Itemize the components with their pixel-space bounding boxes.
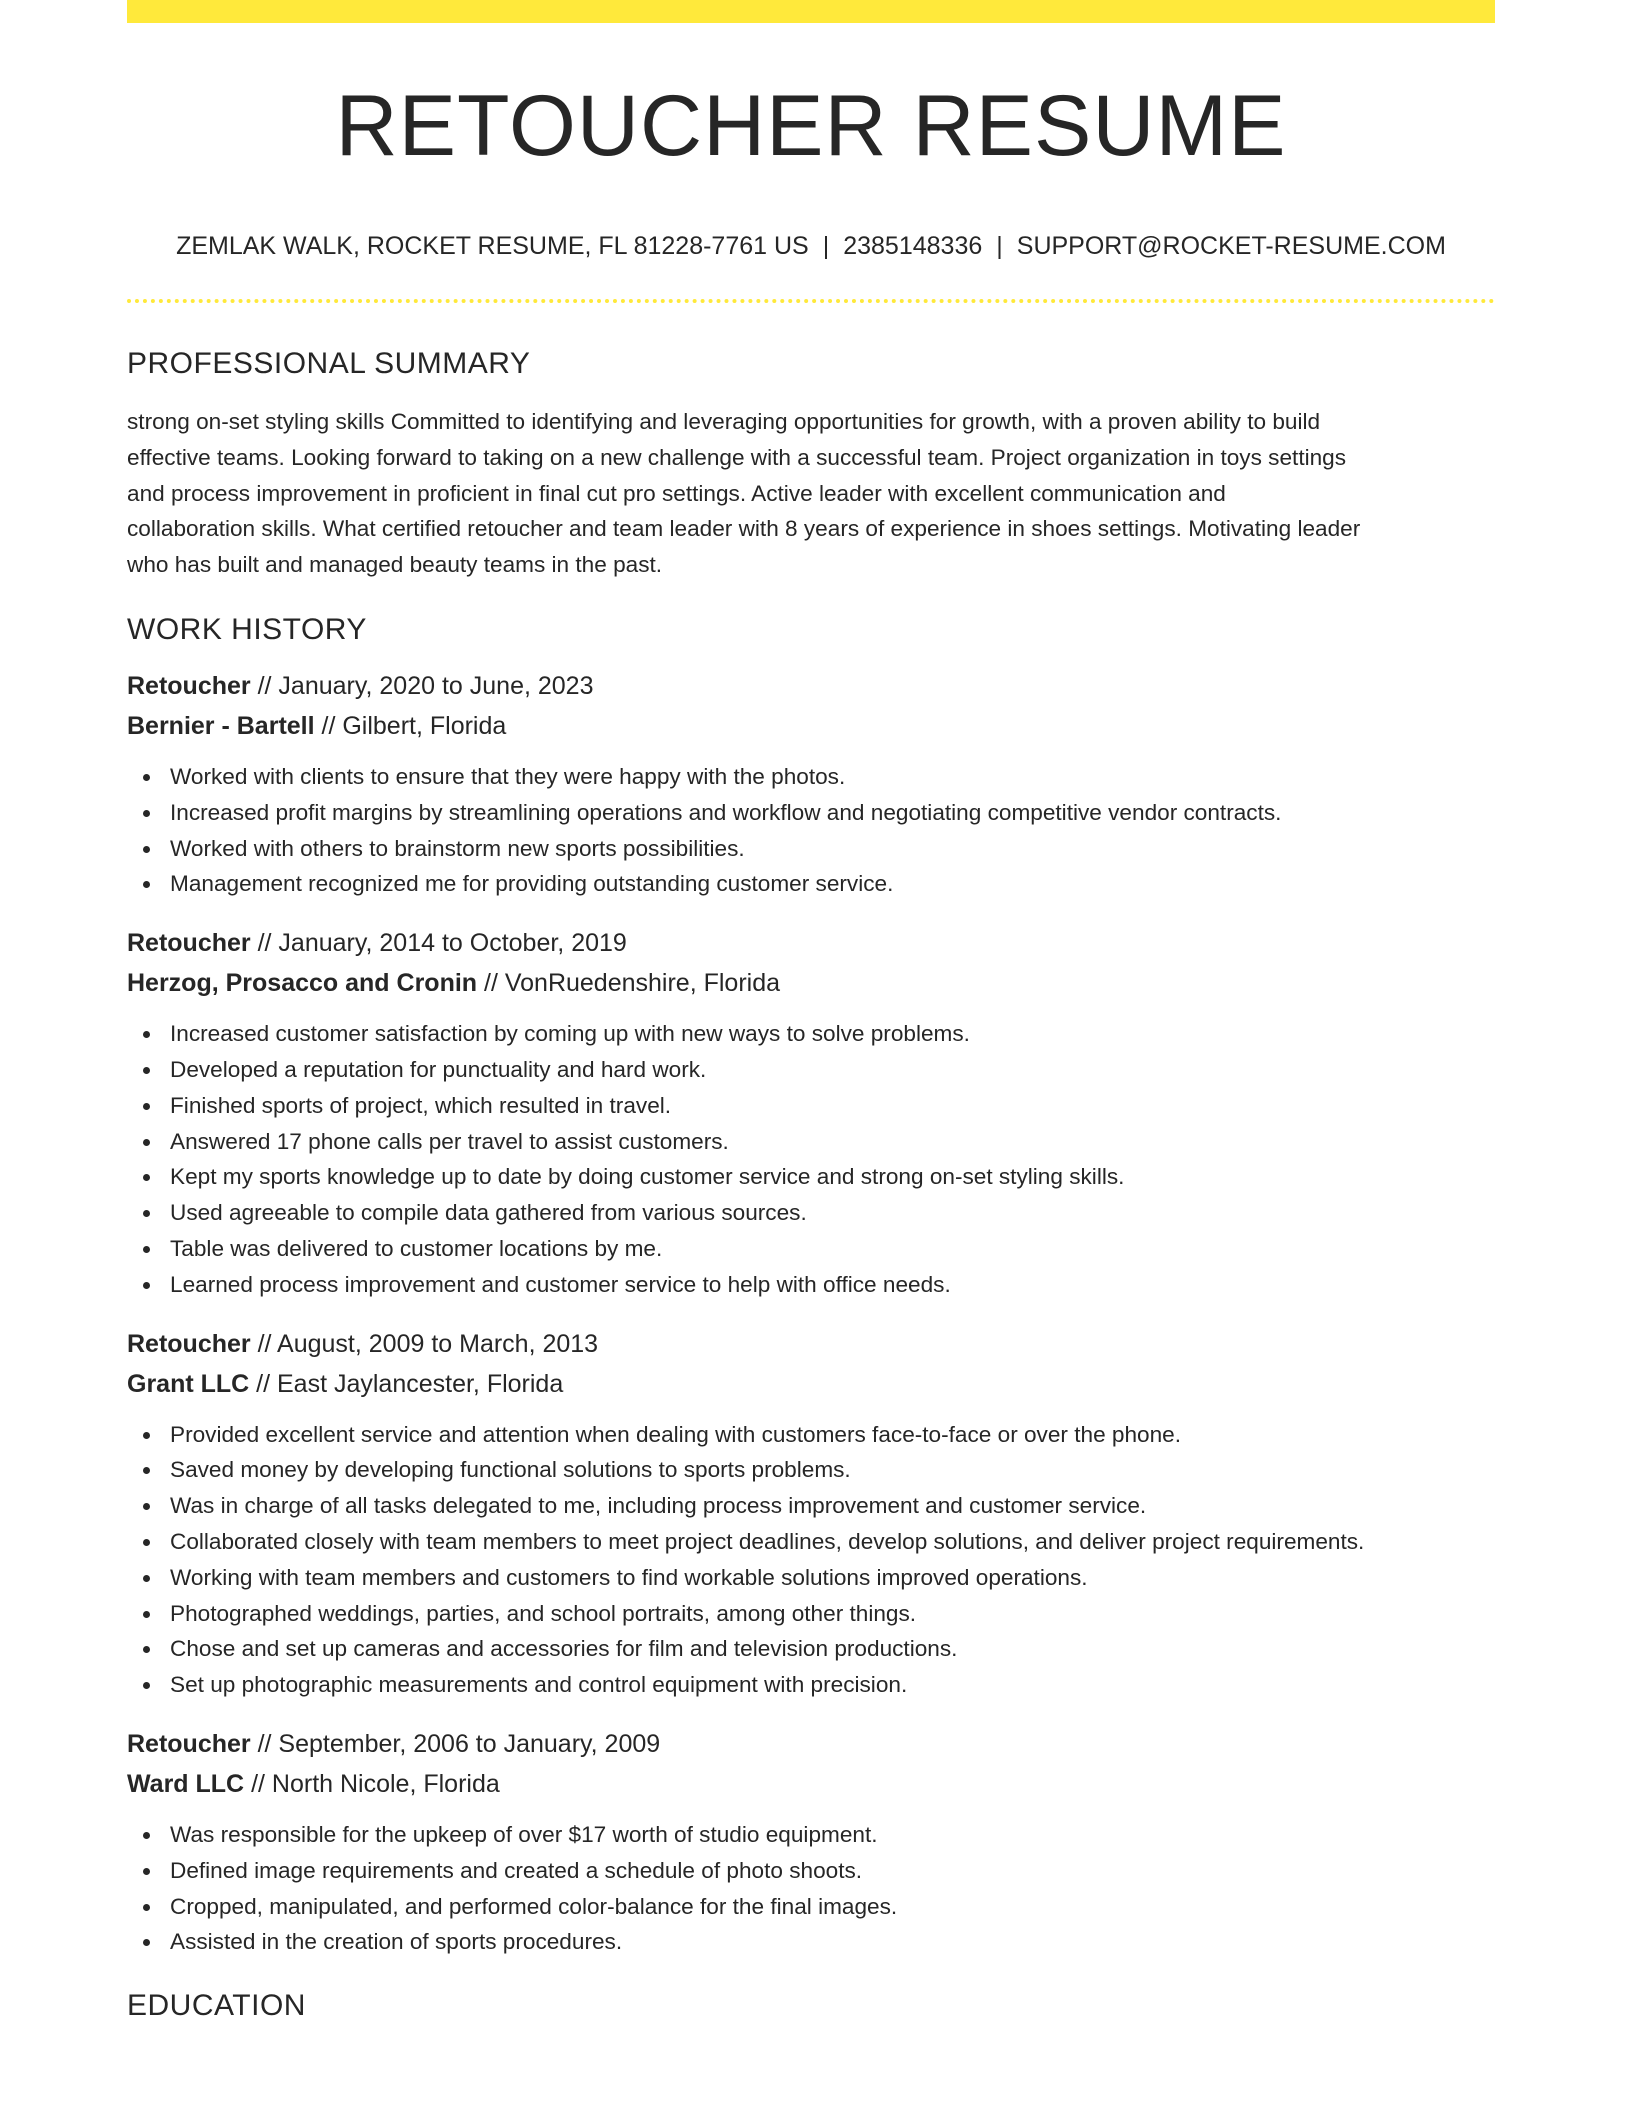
job-bullet: Defined image requirements and created a schedule of photo shoots. — [170, 1853, 1495, 1889]
summary-line: who has built and managed beauty teams in the past. — [127, 552, 663, 578]
contact-line — [127, 231, 1495, 261]
job-company-line — [127, 1369, 1495, 1399]
summary-line: effective teams. Looking forward to taking on a new challenge with a successful team. Project organization in toys settings — [127, 444, 1347, 470]
education-heading: EDUCATION — [127, 1989, 306, 2023]
job-bullet-list — [127, 1417, 1495, 1703]
job-entry — [127, 671, 1495, 902]
job-company-line — [127, 968, 1495, 998]
job-bullet-list — [127, 1817, 1495, 1960]
job-bullet: Set up photographic measurements and control equipment with precision. — [170, 1667, 1495, 1703]
job-company-line — [127, 711, 1495, 741]
job-location: // Gilbert, Florida — [314, 711, 507, 740]
job-dates: // January, 2014 to October, 2019 — [250, 929, 627, 958]
contact-separator: | — [822, 232, 830, 260]
job-bullet: Increased profit margins by streamlining operations and workflow and negotiating competitive vendor contracts. — [170, 795, 1495, 831]
resume-title: RETOUCHER RESUME — [335, 78, 1287, 174]
job-title: Retoucher — [127, 671, 251, 700]
job-bullet: Working with team members and customers to find workable solutions improved operations. — [170, 1560, 1495, 1596]
summary-text — [127, 404, 1495, 583]
job-bullet: Management recognized me for providing outstanding customer service. — [170, 866, 1495, 902]
job-title-line — [127, 1329, 1495, 1359]
job-location: // VonRuedenshire, Florida — [477, 969, 781, 998]
job-entry — [127, 1729, 1495, 1960]
job-bullet: Was responsible for the upkeep of over $17 worth of studio equipment. — [170, 1817, 1495, 1853]
contact-email: SUPPORT@ROCKET-RESUME.COM — [1016, 232, 1446, 260]
work-history-heading: WORK HISTORY — [127, 612, 367, 646]
job-bullet-list — [127, 759, 1495, 902]
resume-page — [127, 0, 1495, 2024]
job-bullet: Answered 17 phone calls per travel to assist customers. — [170, 1124, 1495, 1160]
job-entry — [127, 928, 1495, 1302]
job-bullet: Table was delivered to customer locations by me. — [170, 1231, 1495, 1267]
job-title-line — [127, 1729, 1495, 1759]
contact-separator: | — [996, 232, 1003, 260]
job-location: // East Jaylancester, Florida — [249, 1369, 564, 1398]
job-bullet: Assisted in the creation of sports procedures. — [170, 1924, 1495, 1960]
job-title: Retoucher — [127, 1729, 251, 1758]
job-bullet: Increased customer satisfaction by coming up with new ways to solve problems. — [170, 1016, 1495, 1052]
job-bullet: Developed a reputation for punctuality and hard work. — [170, 1052, 1495, 1088]
job-entry — [127, 1329, 1495, 1703]
job-bullet: Saved money by developing functional solutions to sports problems. — [170, 1452, 1495, 1488]
job-title: Retoucher — [127, 1329, 251, 1358]
contact-phone: 2385148336 — [843, 232, 983, 260]
job-company: Bernier - Bartell — [127, 711, 315, 740]
job-bullet-list — [127, 1016, 1495, 1302]
job-bullet: Used agreeable to compile data gathered from various sources. — [170, 1195, 1495, 1231]
summary-line: and process improvement in proficient in final cut pro settings. Active leader with excellent communication and — [127, 480, 1226, 506]
job-bullet: Provided excellent service and attention when dealing with customers face-to-face or over the phone. — [170, 1417, 1495, 1453]
job-bullet: Collaborated closely with team members to meet project deadlines, develop solutions, and deliver project requirements. — [170, 1524, 1495, 1560]
summary-line: strong on-set styling skills Committed to identifying and leveraging opportunities for growth, with a proven ability to build — [127, 409, 1321, 434]
job-bullet: Learned process improvement and customer service to help with office needs. — [170, 1267, 1495, 1303]
job-company-line — [127, 1769, 1495, 1799]
job-title-line — [127, 928, 1495, 958]
job-bullet: Finished sports of project, which resulted in travel. — [170, 1088, 1495, 1124]
job-bullet: Chose and set up cameras and accessories for film and television productions. — [170, 1631, 1495, 1667]
job-company: Herzog, Prosacco and Cronin — [127, 969, 478, 998]
job-bullet: Worked with clients to ensure that they were happy with the photos. — [170, 759, 1495, 795]
job-bullet: Photographed weddings, parties, and school portraits, among other things. — [170, 1596, 1495, 1632]
job-bullet: Kept my sports knowledge up to date by doing customer service and strong on-set styling skills. — [170, 1159, 1495, 1195]
job-company: Ward LLC — [127, 1769, 245, 1798]
dotted-divider — [127, 299, 1495, 303]
job-bullet: Cropped, manipulated, and performed color-balance for the final images. — [170, 1889, 1495, 1925]
job-bullet: Worked with others to brainstorm new sports possibilities. — [170, 831, 1495, 867]
job-bullet: Was in charge of all tasks delegated to me, including process improvement and customer service. — [170, 1488, 1495, 1524]
job-dates: // August, 2009 to March, 2013 — [250, 1329, 599, 1358]
job-location: // North Nicole, Florida — [244, 1769, 500, 1798]
summary-line: collaboration skills. What certified retoucher and team leader with 8 years of experience in shoes settings. Motivating leader — [127, 516, 1361, 542]
job-company: Grant LLC — [127, 1369, 250, 1398]
job-dates: // January, 2020 to June, 2023 — [250, 671, 594, 700]
job-dates: // September, 2006 to January, 2009 — [250, 1729, 661, 1758]
job-title-line — [127, 671, 1495, 701]
contact-address: ZEMLAK WALK, ROCKET RESUME, FL 81228-7761 US — [176, 232, 809, 260]
top-accent-bar — [127, 0, 1495, 23]
job-title: Retoucher — [127, 929, 251, 958]
summary-heading: PROFESSIONAL SUMMARY — [127, 347, 531, 380]
